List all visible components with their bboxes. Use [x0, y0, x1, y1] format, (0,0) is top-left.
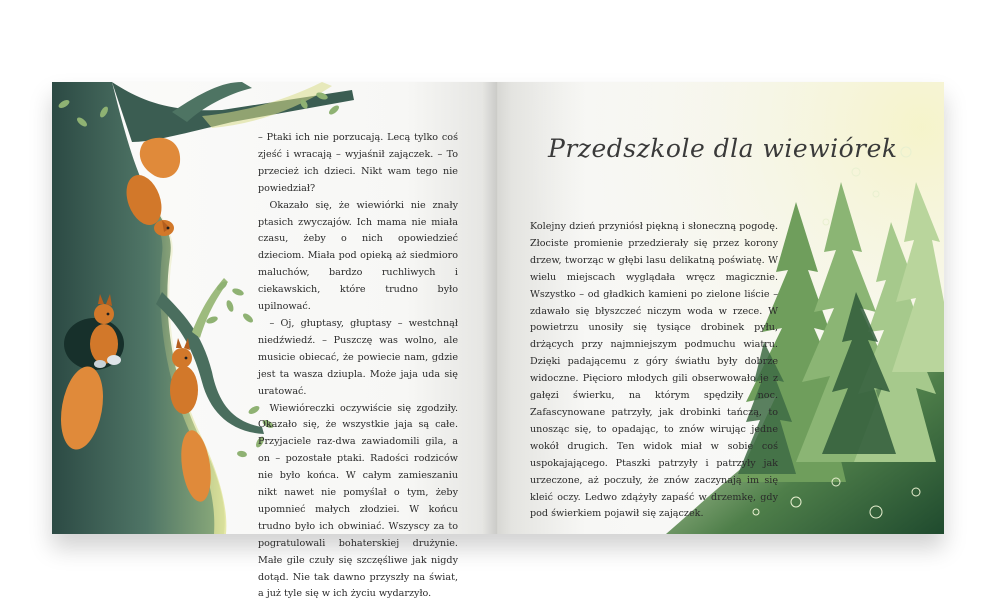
paragraph: – Ptaki ich nie porzucają. Lecą tylko coś zjeść i wracają – wyjaśnił zajączek. – To przecież ich dzieci. Nikt wam tego nie powiedział?	[258, 130, 458, 198]
left-page-text	[258, 130, 458, 603]
right-page-text	[530, 219, 778, 523]
paragraph: Okazało się, że wiewiórki nie znały ptasich zwyczajów. Ich mama nie miała czasu, żeby o nich opowiedzieć dzieciom. Miała pod opieką aż siedmioro maluchów, bardzo ruchliwych i ciekawskich, które trudno było upilnować.	[258, 198, 458, 316]
open-book	[52, 82, 944, 534]
chapter-title: Przedszkole dla wiewiórek	[548, 134, 888, 163]
paragraph: Kolejny dzień przyniósł piękną i słoneczną pogodę. Złociste promienie przedzierały się przez korony drzew, tworząc w głębi lasu delikatną poświatę. W wielu miejscach wyglądała wręcz magicznie. Wszystko – od gładkich kamieni po zielone liście – zdawało się błyszczeć niczym woda w rzece. W powietrzu unosiły się tysiące drobinek pyłu, drżących przy najmniejszym podmuchu wiatru. Dzięki padającemu z góry światłu były dobrze widoczne. Pięcioro młodych gili obserwowało je z gałęzi świerku, na którym spędziły noc. Zafascynowane patrzyły, jak drobinki tańczą, to unosząc się, to opadając, to znów wirując jedne wokół drugich. Ten widok miał w sobie coś uspokajającego. Ptaszki patrzyły i patrzyły jak urzeczone, aż poczuły, że znów zaczynają im się kleić oczy. Ledwo zdążyły zapaść w drzemkę, gdy pod świerkiem pojawił się zajączek.	[530, 219, 778, 523]
paragraph: Wiewióreczki oczywiście się zgodziły. Okazało się, że wszystkie jaja są całe. Przyjaciele raz-dwa zawiadomili gila, a on – pozostałe ptaki. Radości rodziców nie było końca. W całym zamieszaniu nikt nawet nie pomyślał o tym, żeby upomnieć małych złodziei. W końcu trudno było ich obwiniać. Wszyscy za to pogratulowali bohaterskiej drużynie. Małe gile czuły się szczęśliwe jak nigdy dotąd. Nie tak dawno przyszły na świat, a już tyle się w ich życiu wydarzyło.	[258, 401, 458, 603]
paragraph: – Oj, głuptasy, głuptasy – westchnął niedźwiedź. – Puszczę was wolno, ale musicie obiecać, że powiecie nam, gdzie jest ta wasza dziupla. Może jaja uda się uratować.	[258, 316, 458, 401]
left-page	[52, 82, 496, 534]
right-page	[496, 82, 944, 534]
